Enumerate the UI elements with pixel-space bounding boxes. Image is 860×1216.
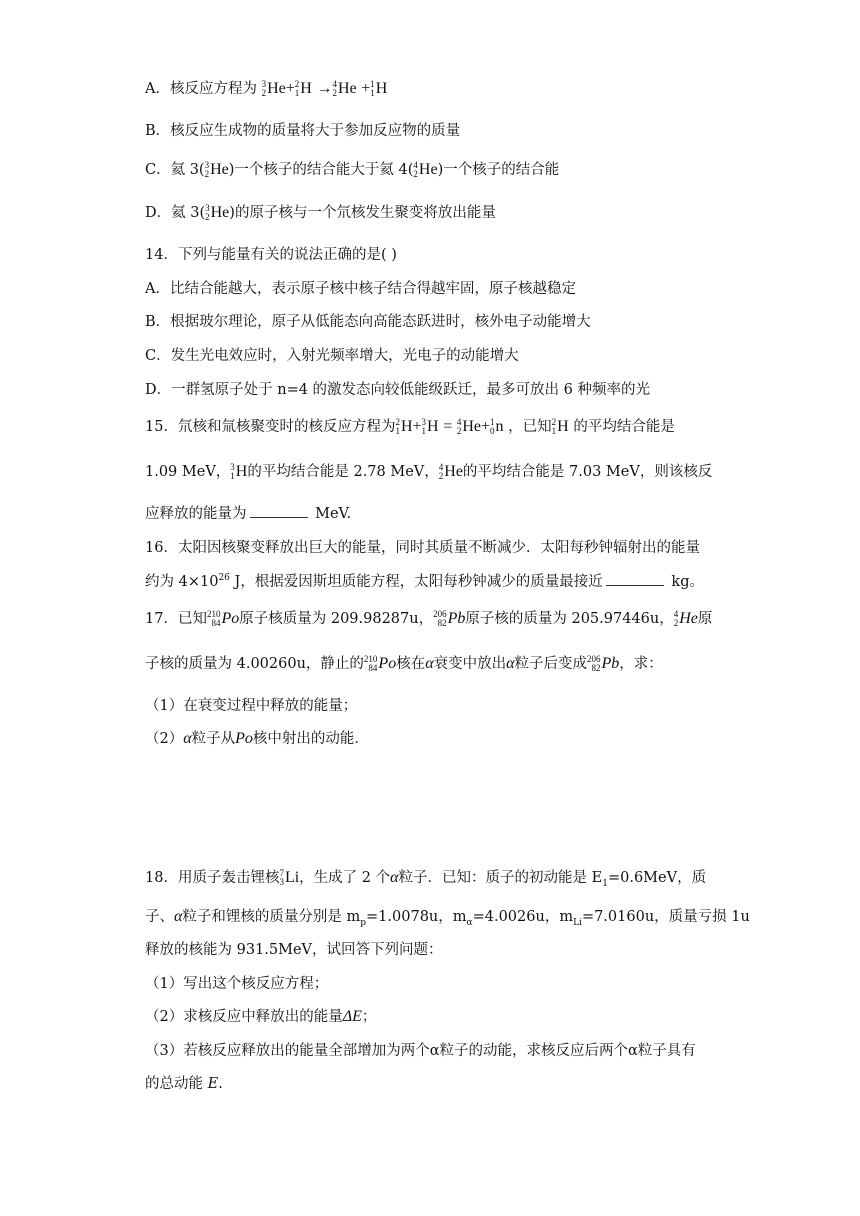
nuclide-he4: 4 2 He (332, 79, 357, 98)
q18-line-2: 子、α粒子和锂核的质量分别是 $m_p=1.0078u$，$m_\alpha=4.0026u$，$m_{Li}=7.0160u$，质量亏损 1u (145, 908, 750, 928)
q15-line-2: 1.09 MeV， 3 1 H 的平均结合能是 2.78 MeV， 4 2 He 的平均结合能是 7.03 MeV，则该核反 (145, 462, 713, 481)
q14-stem: 14．下列与能量有关的说法正确的是( ) (145, 247, 397, 263)
q15-line-3: 应释放的能量为 MeV. (145, 506, 352, 522)
q16-line-1: 16．太阳因核聚变释放出巨大的能量，同时其质量不断减少．太阳每秒钟辐射出的能量 (145, 540, 700, 556)
answer-blank (250, 505, 308, 518)
q15-line-1: 15．氘核和氚核聚变时的核反应方程为 2 1 H + 3 1 H = 4 2 He + 1 0 n ，已知 2 1 H 的平均结合能是 (145, 417, 675, 436)
q13-option-b: B．核反应生成物的质量将大于参加反应物的质量 (145, 123, 461, 139)
nuclide-he3: 3 2 He (261, 79, 286, 98)
q13-option-c: C．氦 3( 3 2 He )一个核子的结合能大于氦 4( 4 2 He )一个核子的结合能 (145, 160, 560, 179)
q17-part-2: （2）α粒子从Po核中射出的动能． (145, 730, 369, 747)
q18-line-1: 18．用质子轰击锂核 7 3 Li ，生成了 2 个α粒子．已知：质子的初动能是 $E_1=0.6MeV$，质 (145, 868, 707, 889)
q13-option-a: A．核反应方程为 3 2 He + 2 1 H → 4 2 He + 1 1 H (145, 79, 388, 98)
q17-part-1: （1）在衰变过程中释放的能量； (145, 698, 358, 714)
q13-option-d: D．氦 3( 3 2 He )的原子核与一个氘核发生聚变将放出能量 (145, 203, 496, 222)
q14-option-d: D．一群氢原子处于 n=4 的激发态向较低能级跃迁，最多可放出 6 种频率的光 (145, 382, 650, 398)
q18-line-3: 释放的核能为 931.5MeV，试回答下列问题： (145, 942, 443, 958)
q17-line-2: 子核的质量为 4.00260u，静止的 210 84 Po 核在α衰变中放出α粒子后变成 206 82 Pb ，求： (145, 654, 663, 673)
q14-option-b: B．根据玻尔理论，原子从低能态向高能态跃进时，核外电子动能增大 (145, 314, 591, 330)
nuclide-h1: 1 1 H (370, 79, 388, 98)
answer-blank (606, 573, 664, 586)
q18-part-1: （1）写出这个核反应方程； (145, 976, 329, 992)
q18-part-3-line-2: 的总动能 E. (145, 1076, 223, 1092)
q17-line-1: 17．已知 210 84 Po 原子核质量为 209.98287u， 206 82 Pb 原子核的质量为 205.97446u， 4 2 He 原 (145, 609, 713, 628)
q14-option-c: C．发生光电效应时，入射光频率增大，光电子的动能增大 (145, 348, 519, 364)
q18-part-3-line-1: （3）若核反应释放出的能量全部增加为两个α粒子的动能，求核反应后两个α粒子具有 (145, 1043, 696, 1059)
q14-option-a: A．比结合能越大，表示原子核中核子结合得越牢固，原子核越稳定 (145, 281, 576, 297)
q18-part-2: （2）求核反应中释放出的能量ΔE； (145, 1008, 377, 1025)
nuclide-h2: 2 1 H (294, 79, 312, 98)
reaction-arrow: → (316, 80, 333, 97)
q16-line-2: 约为 $4\times 10^{26}$ J，根据爱因斯坦质能方程，太阳每秒钟减少的质量最接近 kg。 (145, 573, 704, 590)
